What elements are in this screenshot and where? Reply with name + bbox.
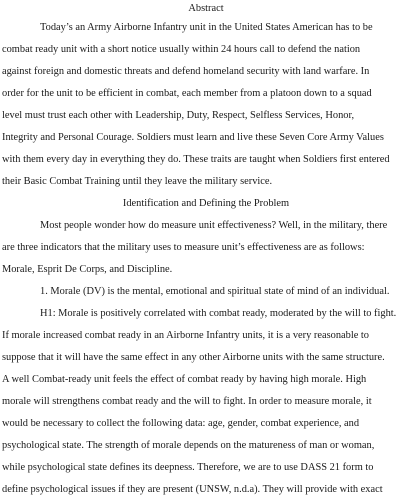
hypothesis-line: would be necessary to collect the following data: age, gender, combat experience, and	[2, 418, 360, 429]
hypothesis-line: If morale increased combat ready in an Airborne Infantry units, it is a very reasonable to	[2, 330, 369, 341]
section-line: Most people wonder how do measure unit effectiveness? Well, in the military, there	[40, 220, 388, 231]
section-line: Morale, Esprit De Corps, and Discipline.	[2, 264, 173, 275]
list-item: 1. Morale (DV) is the mental, emotional and spiritual state of mind of an individual.	[40, 286, 390, 297]
abstract-line: Today’s an Army Airborne Infantry unit in the United States American has to be	[40, 22, 373, 33]
hypothesis-line: suppose that it will have the same effect in any other Airborne units with the same structure.	[2, 352, 385, 363]
hypothesis-line: while psychological state defines its deepness. Therefore, we are to use DASS 21 form to	[2, 462, 374, 473]
hypothesis-line: H1: Morale is positively correlated with combat ready, moderated by the will to fight.	[40, 308, 397, 319]
abstract-line: against foreign and domestic threats and defend homeland security with land warfare. In	[2, 66, 370, 77]
abstract-line: Integrity and Personal Courage. Soldiers must learn and live these Seven Core Army Values	[2, 132, 384, 143]
abstract-line: order for the unit to be efficient in combat, each member from a platoon down to a squad	[2, 88, 372, 99]
abstract-heading: Abstract	[188, 3, 224, 14]
hypothesis-line: define psychological issues if they are present (UNSW, n.d.a). They will provide with exact	[2, 484, 383, 495]
abstract-line: their Basic Combat Training until they leave the military service.	[2, 176, 273, 187]
abstract-line: with them every day in everything they do. These traits are taught when Soldiers first entered	[2, 154, 390, 165]
hypothesis-line: A well Combat-ready unit feels the effect of combat ready by having high morale. High	[2, 374, 367, 385]
section-line: are three indicators that the military uses to measure unit’s effectiveness are as follows:	[2, 242, 365, 253]
section-heading: Identification and Defining the Problem	[122, 198, 290, 209]
abstract-line: level must trust each other with Leadership, Duty, Respect, Selfless Services, Honor,	[2, 110, 355, 121]
hypothesis-line: psychological state. The strength of morale depends on the matureness of man or woman,	[2, 440, 375, 451]
hypothesis-line: morale will strengthens combat ready and the will to fight. In order to measure morale, it	[2, 396, 372, 407]
abstract-line: combat ready unit with a short notice usually within 24 hours call to defend the nation	[2, 44, 361, 55]
